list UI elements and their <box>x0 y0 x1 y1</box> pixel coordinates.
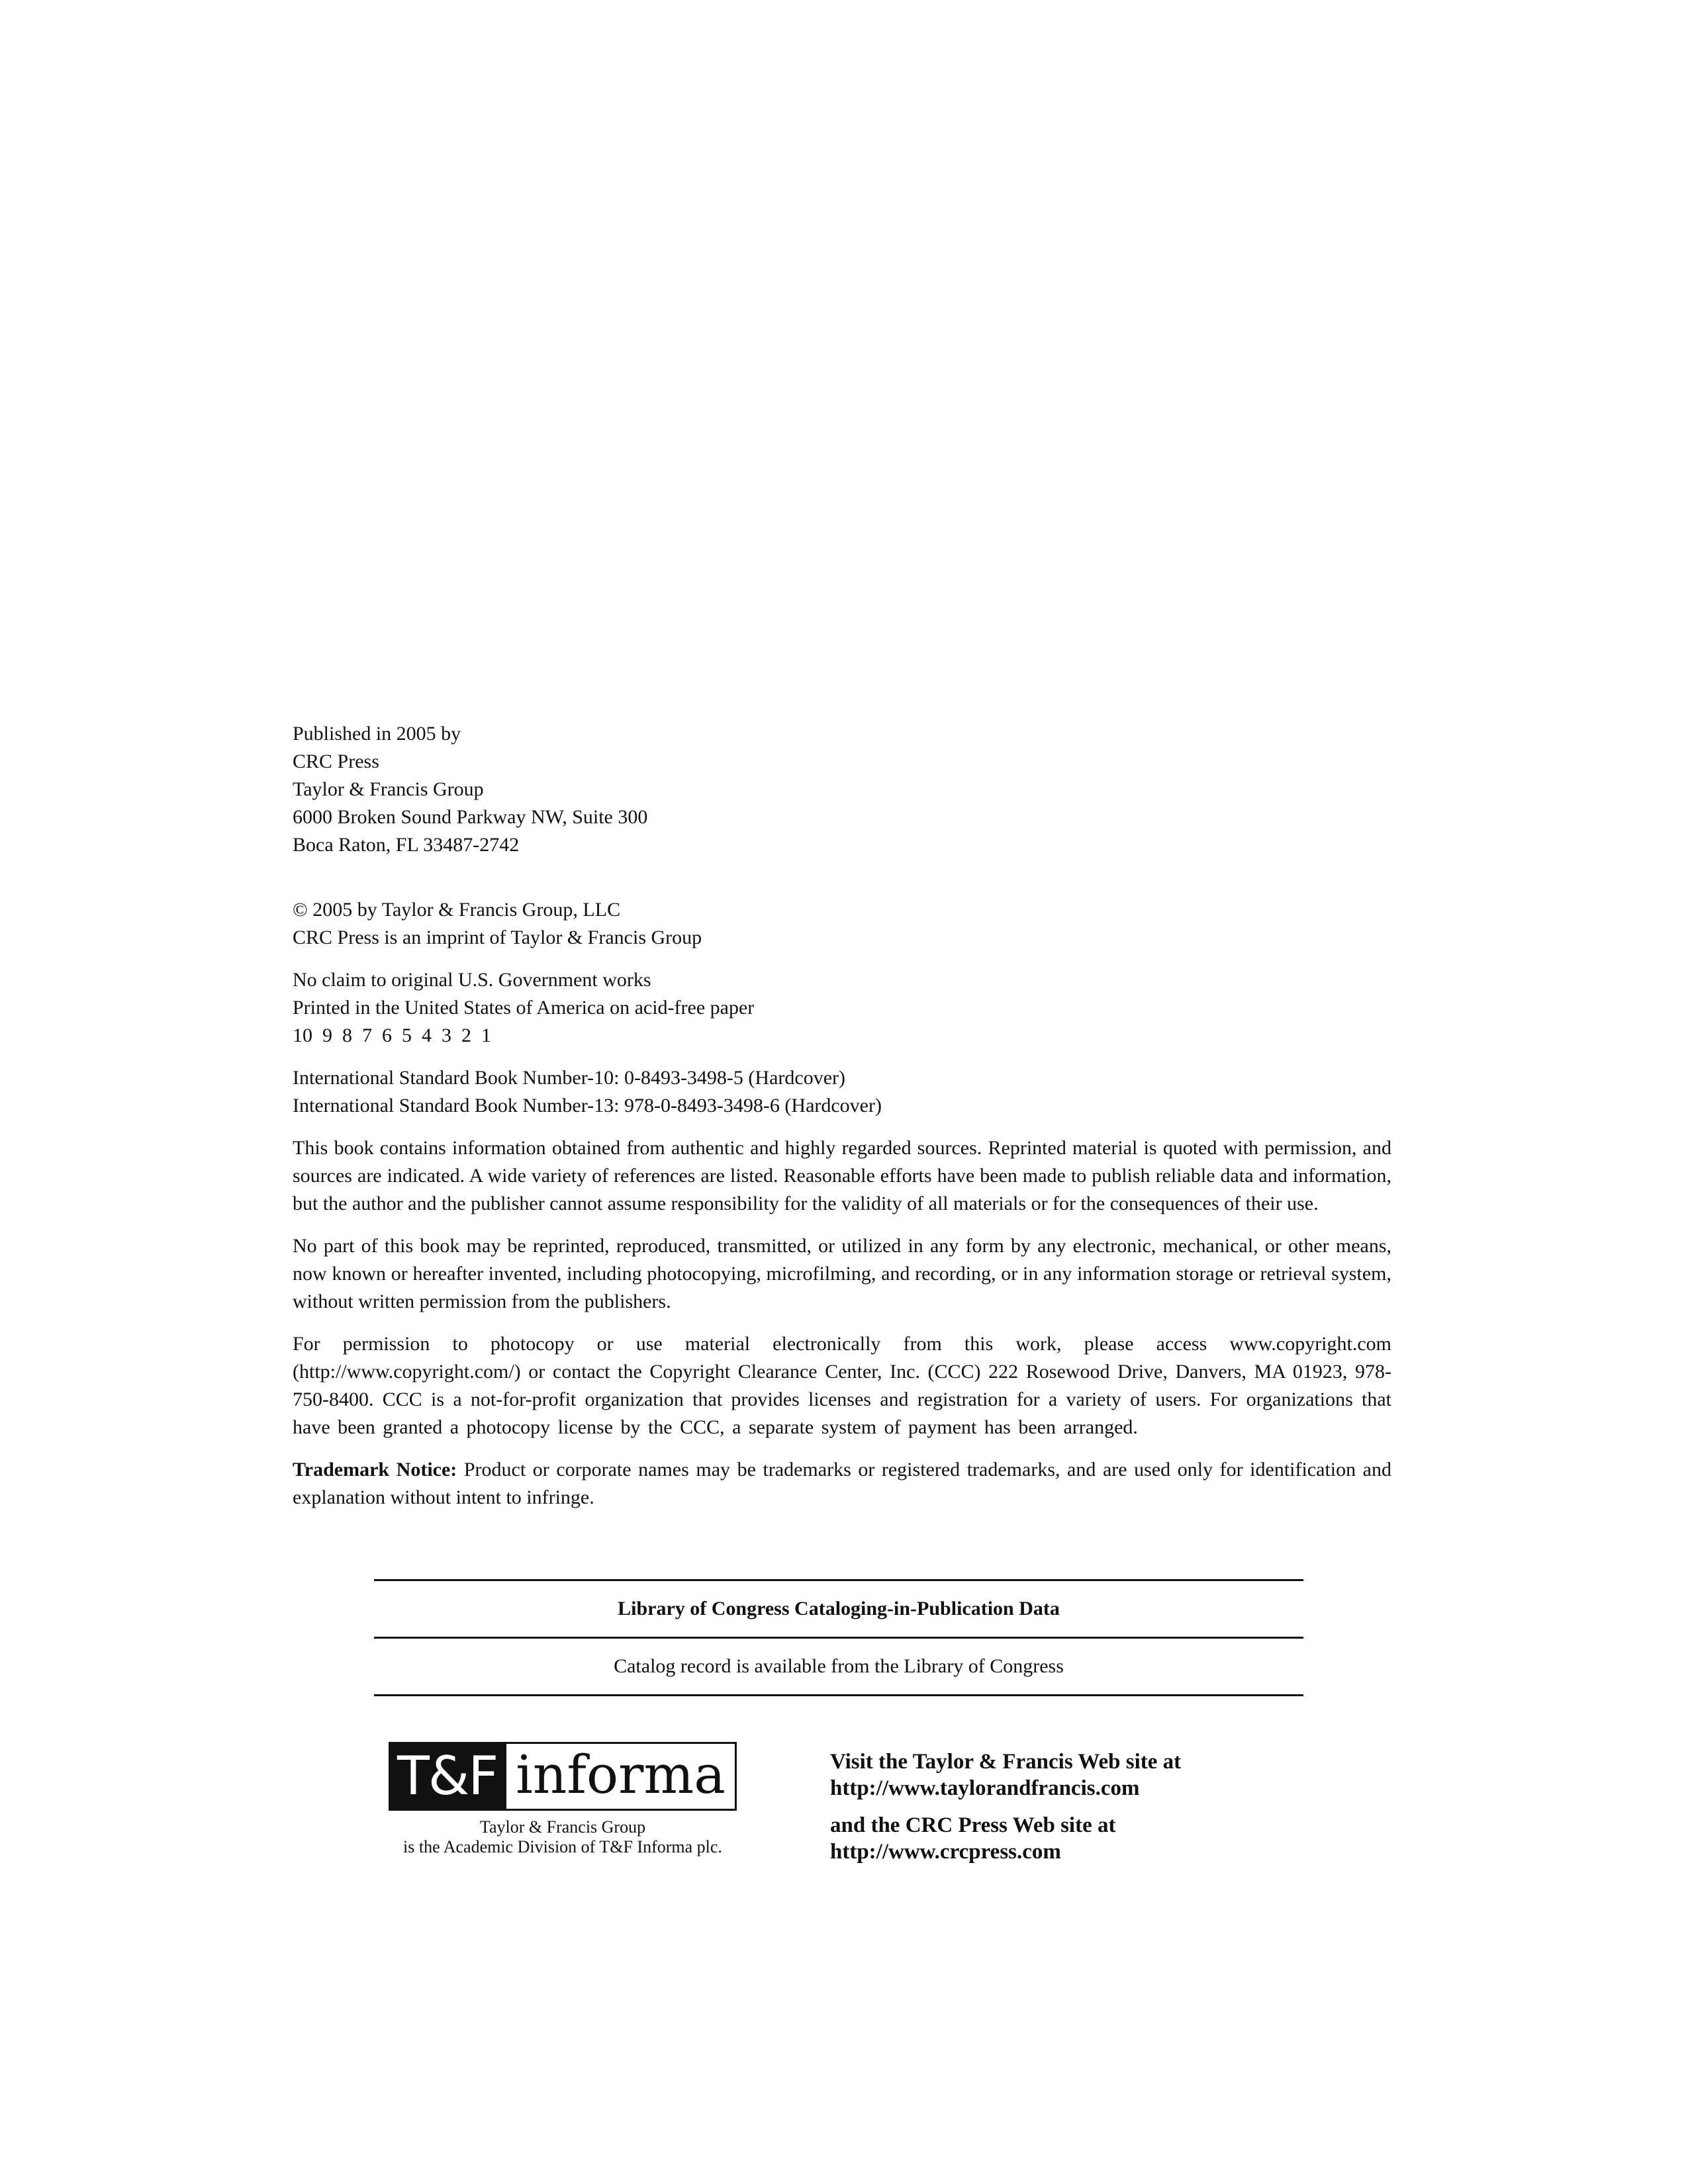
sources-paragraph: This book contains information obtained from authentic and highly regarded sources. Reprinted material is quoted with permission, and sources are indicated. A wide variety of references are listed. Reasonable efforts have been made to publish reliable data and information, but the author and the publisher cannot assume responsibility for the validity of all materials or for the consequences of their use. <box>293 1137 1391 1214</box>
copyright-block <box>293 896 1391 952</box>
crc-website-url[interactable]: http://www.crcpress.com <box>830 1840 1061 1864</box>
isbn-10-line: International Standard Book Number-10: 0-8493-3498-5 (Hardcover) <box>293 1067 845 1089</box>
copyright-line: © 2005 by Taylor & Francis Group, LLC <box>293 899 621 921</box>
cip-title: Library of Congress Cataloging-in-Publication Data <box>618 1598 1060 1619</box>
logo-caption <box>377 1817 748 1857</box>
printing-block <box>293 966 1391 1050</box>
cip-record: Catalog record is available from the Library of Congress <box>614 1655 1064 1677</box>
trademark-text: Product or corporate names may be trademarks or registered trademarks, and are used only for identification and explanation without intent to infringe. <box>293 1459 1391 1508</box>
isbn-block <box>293 1064 1391 1120</box>
publisher-line: 6000 Broken Sound Parkway NW, Suite 300 <box>293 806 648 828</box>
isbn-13-line: International Standard Book Number-13: 978-0-8493-3498-6 (Hardcover) <box>293 1095 882 1116</box>
tf-informa-logo <box>389 1742 737 1811</box>
trademark-paragraph <box>293 1456 1391 1512</box>
crc-website-group <box>830 1812 1293 1865</box>
publisher-line: Boca Raton, FL 33487-2742 <box>293 834 520 856</box>
copyright-line: CRC Press is an imprint of Taylor & Francis Group <box>293 927 702 948</box>
crc-website-heading: and the CRC Press Web site at <box>830 1813 1116 1837</box>
logo-caption-line: is the Academic Division of T&F Informa plc. <box>403 1837 722 1856</box>
logo-caption-line: Taylor & Francis Group <box>479 1817 646 1837</box>
tf-website-group <box>830 1749 1293 1801</box>
logo-tf-mark: T&F <box>391 1744 506 1809</box>
publisher-line: Taylor & Francis Group <box>293 778 484 800</box>
trademark-label: Trademark Notice: <box>293 1459 457 1480</box>
websites-block <box>830 1749 1293 1865</box>
reproduction-paragraph: No part of this book may be reprinted, reproduced, transmitted, or utilized in any form by any electronic, mechanical, or other means, now known or hereafter invented, including photocopying, microfilming, and recording, or in any information storage or retrieval system, without written permission from the publishers. <box>293 1235 1391 1312</box>
tf-informa-logo-area <box>377 1742 748 1857</box>
tf-website-url[interactable]: http://www.taylorandfrancis.com <box>830 1776 1140 1800</box>
publisher-block <box>293 720 1391 859</box>
cip-bottom-rule <box>374 1694 1303 1696</box>
permission-paragraph: For permission to photocopy or use material electronically from this work, please access www.copyright.com (http://www.copyright.com/) or contact the Copyright Clearance Center, Inc. (CCC) 222 Rosewood Drive, Danvers, MA 01923, 978-750-8400. CCC is a not-for-profit organization that provides licenses and registration for a variety of users. For organizations that have been granted a photocopy license by the CCC, a separate system of payment has been arranged. <box>293 1333 1391 1438</box>
print-run-line: 10 9 8 7 6 5 4 3 2 1 <box>293 1024 491 1046</box>
printing-line: Printed in the United States of America on acid-free paper <box>293 997 755 1019</box>
cip-data-box <box>374 1579 1303 1696</box>
printing-line: No claim to original U.S. Government works <box>293 969 651 991</box>
tf-website-heading: Visit the Taylor & Francis Web site at <box>830 1750 1182 1774</box>
main-content <box>293 720 1391 1526</box>
publisher-line: CRC Press <box>293 751 379 772</box>
publisher-line: Published in 2005 by <box>293 723 461 745</box>
logo-informa-word: informa <box>516 1744 726 1805</box>
